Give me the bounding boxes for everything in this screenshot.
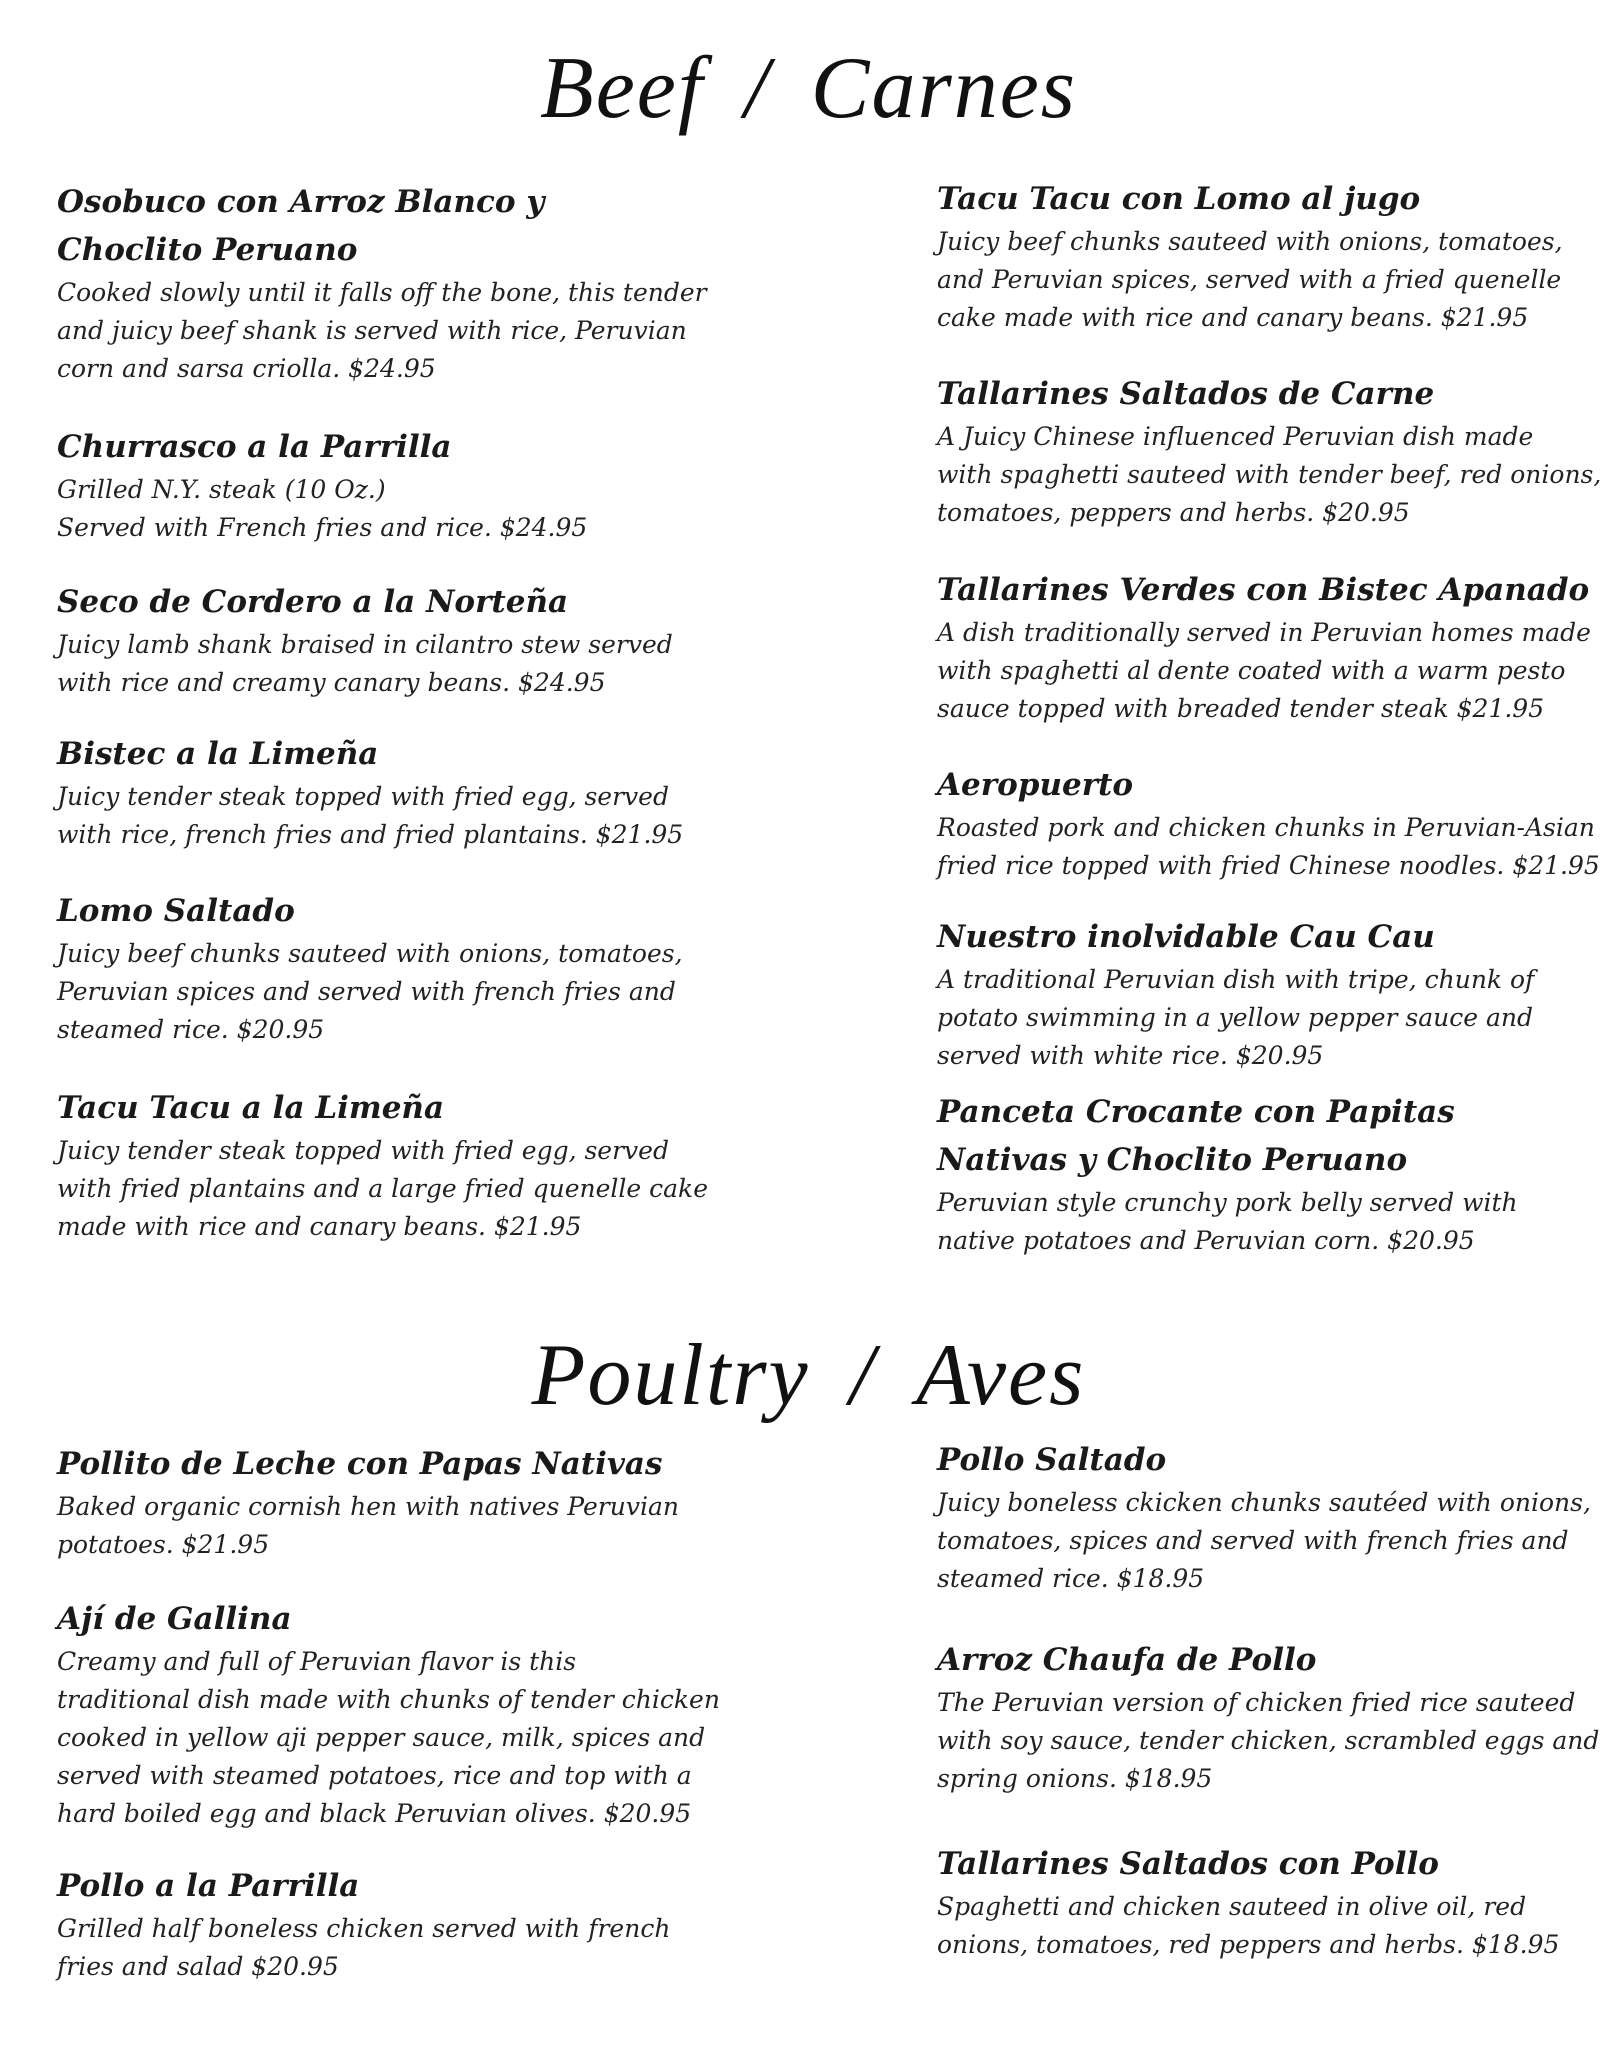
menu-item-name: Tallarines Saltados de Carne bbox=[937, 376, 1435, 412]
menu-item-description: Juicy beef chunks sauteed with onions, tomatoes, and Peruvian spices, served with a fried quenelle cake made with rice and canary beans. $21.95 bbox=[937, 227, 1563, 332]
menu-item bbox=[937, 370, 1617, 532]
menu-item-description: Grilled N.Y. steak (10 Oz.) Served with French fries and rice. $24.95 bbox=[57, 475, 588, 542]
menu-item-name: Ají de Gallina bbox=[57, 1601, 292, 1637]
section-title-right: Aves bbox=[916, 1327, 1086, 1424]
menu-item-name: Nuestro inolvidable Cau Cau bbox=[937, 919, 1435, 955]
menu-item-name: Osobuco con Arroz Blanco y Choclito Peruano bbox=[57, 184, 545, 268]
menu-item-description: A Juicy Chinese influenced Peruvian dish made with spaghetti sauteed with tender beef, red onions, tomatoes, peppers and herbs. $20.95 bbox=[937, 422, 1602, 527]
section-title-left: Poultry bbox=[531, 1327, 810, 1424]
menu-item-description: Grilled half boneless chicken served with french fries and salad $20.95 bbox=[57, 1914, 671, 1981]
menu-item-description: Baked organic cornish hen with natives Peruvian potatoes. $21.95 bbox=[57, 1492, 679, 1559]
menu-item bbox=[937, 566, 1617, 728]
menu-item bbox=[937, 1636, 1617, 1798]
menu-item-description: Juicy boneless ckicken chunks sautéed with onions, tomatoes, spices and served with french fries and steamed rice. $18.95 bbox=[937, 1488, 1591, 1593]
menu-item-description: Peruvian style crunchy pork belly served with native potatoes and Peruvian corn. $20.95 bbox=[937, 1188, 1518, 1255]
menu-item-description: Juicy tender steak topped with fried egg, served with fried plantains and a large fried quenelle cake made with rice and canary beans. $21.95 bbox=[57, 1136, 708, 1241]
menu-item-name: Tacu Tacu a la Limeña bbox=[57, 1090, 445, 1126]
menu-item-name: Pollo Saltado bbox=[937, 1442, 1167, 1478]
menu-item-description: A traditional Peruvian dish with tripe, chunk of potato swimming in a yellow pepper sauce and served with white rice. $20.95 bbox=[937, 965, 1535, 1070]
section-title-poultry bbox=[0, 1325, 1617, 1426]
section-title-right: Carnes bbox=[810, 40, 1078, 137]
menu-item-description: The Peruvian version of chicken fried rice sauteed with soy sauce, tender chicken, scrambled eggs and spring onions. $18.95 bbox=[937, 1688, 1600, 1793]
menu-item-description: A dish traditionally served in Peruvian homes made with spaghetti al dente coated with a warm pesto sauce topped with breaded tender steak $21.95 bbox=[937, 618, 1591, 723]
menu-item-name: Tallarines Verdes con Bistec Apanado bbox=[937, 572, 1590, 608]
menu-item bbox=[937, 175, 1617, 337]
section-title-beef bbox=[0, 38, 1617, 139]
menu-item-name: Churrasco a la Parrilla bbox=[57, 429, 452, 465]
menu-item bbox=[57, 1595, 757, 1833]
menu-item-name: Pollo a la Parrilla bbox=[57, 1868, 360, 1904]
menu-item bbox=[57, 178, 757, 388]
section-title-left: Beef bbox=[539, 40, 705, 137]
menu-item-name: Bistec a la Limeña bbox=[57, 736, 379, 772]
menu-item-name: Seco de Cordero a la Norteña bbox=[57, 584, 569, 620]
menu-item bbox=[57, 887, 757, 1049]
menu-item-name: Aeropuerto bbox=[937, 767, 1134, 803]
menu-item-name: Panceta Crocante con Papitas Nativas y Choclito Peruano bbox=[937, 1094, 1455, 1178]
menu-item-description: Juicy lamb shank braised in cilantro stew served with rice and creamy canary beans. $24.95 bbox=[57, 630, 673, 697]
menu-item bbox=[937, 761, 1617, 885]
menu-item bbox=[57, 1440, 757, 1564]
menu-item-description: Juicy beef chunks sauteed with onions, tomatoes, Peruvian spices and served with french fries and steamed rice. $20.95 bbox=[57, 939, 683, 1044]
menu-item bbox=[937, 1088, 1617, 1260]
menu-item-description: Creamy and full of Peruvian flavor is this traditional dish made with chunks of tender chicken cooked in yellow aji pepper sauce, milk, spices and served with steamed potatoes, rice and top with a hard boiled egg and black Peruvian olives. $20.95 bbox=[57, 1647, 720, 1828]
menu-item-name: Arroz Chaufa de Pollo bbox=[937, 1642, 1317, 1678]
menu-item bbox=[57, 423, 757, 547]
menu-item-name: Lomo Saltado bbox=[57, 893, 295, 929]
menu-item bbox=[937, 913, 1617, 1075]
menu-item-name: Tallarines Saltados con Pollo bbox=[937, 1846, 1439, 1882]
menu-item bbox=[57, 730, 757, 854]
section-title-separator: / bbox=[849, 1327, 877, 1424]
menu-item bbox=[937, 1436, 1617, 1598]
menu-item bbox=[937, 1840, 1617, 1964]
menu-item-name: Pollito de Leche con Papas Nativas bbox=[57, 1446, 663, 1482]
section-title-separator: / bbox=[744, 40, 771, 137]
menu-item bbox=[57, 1862, 757, 1986]
menu-item-name: Tacu Tacu con Lomo al jugo bbox=[937, 181, 1421, 217]
menu-item bbox=[57, 1084, 757, 1246]
menu-item-description: Spaghetti and chicken sauteed in olive oil, red onions, tomatoes, red peppers and herbs. $18.95 bbox=[937, 1892, 1560, 1959]
menu-item-description: Roasted pork and chicken chunks in Peruvian-Asian fried rice topped with fried Chinese noodles. $21.95 bbox=[937, 813, 1600, 880]
menu-item-description: Juicy tender steak topped with fried egg, served with rice, french fries and fried plantains. $21.95 bbox=[57, 782, 684, 849]
menu-item-description: Cooked slowly until it falls off the bone, this tender and juicy beef shank is served with rice, Peruvian corn and sarsa criolla. $24.95 bbox=[57, 278, 707, 383]
menu-item bbox=[57, 578, 757, 702]
